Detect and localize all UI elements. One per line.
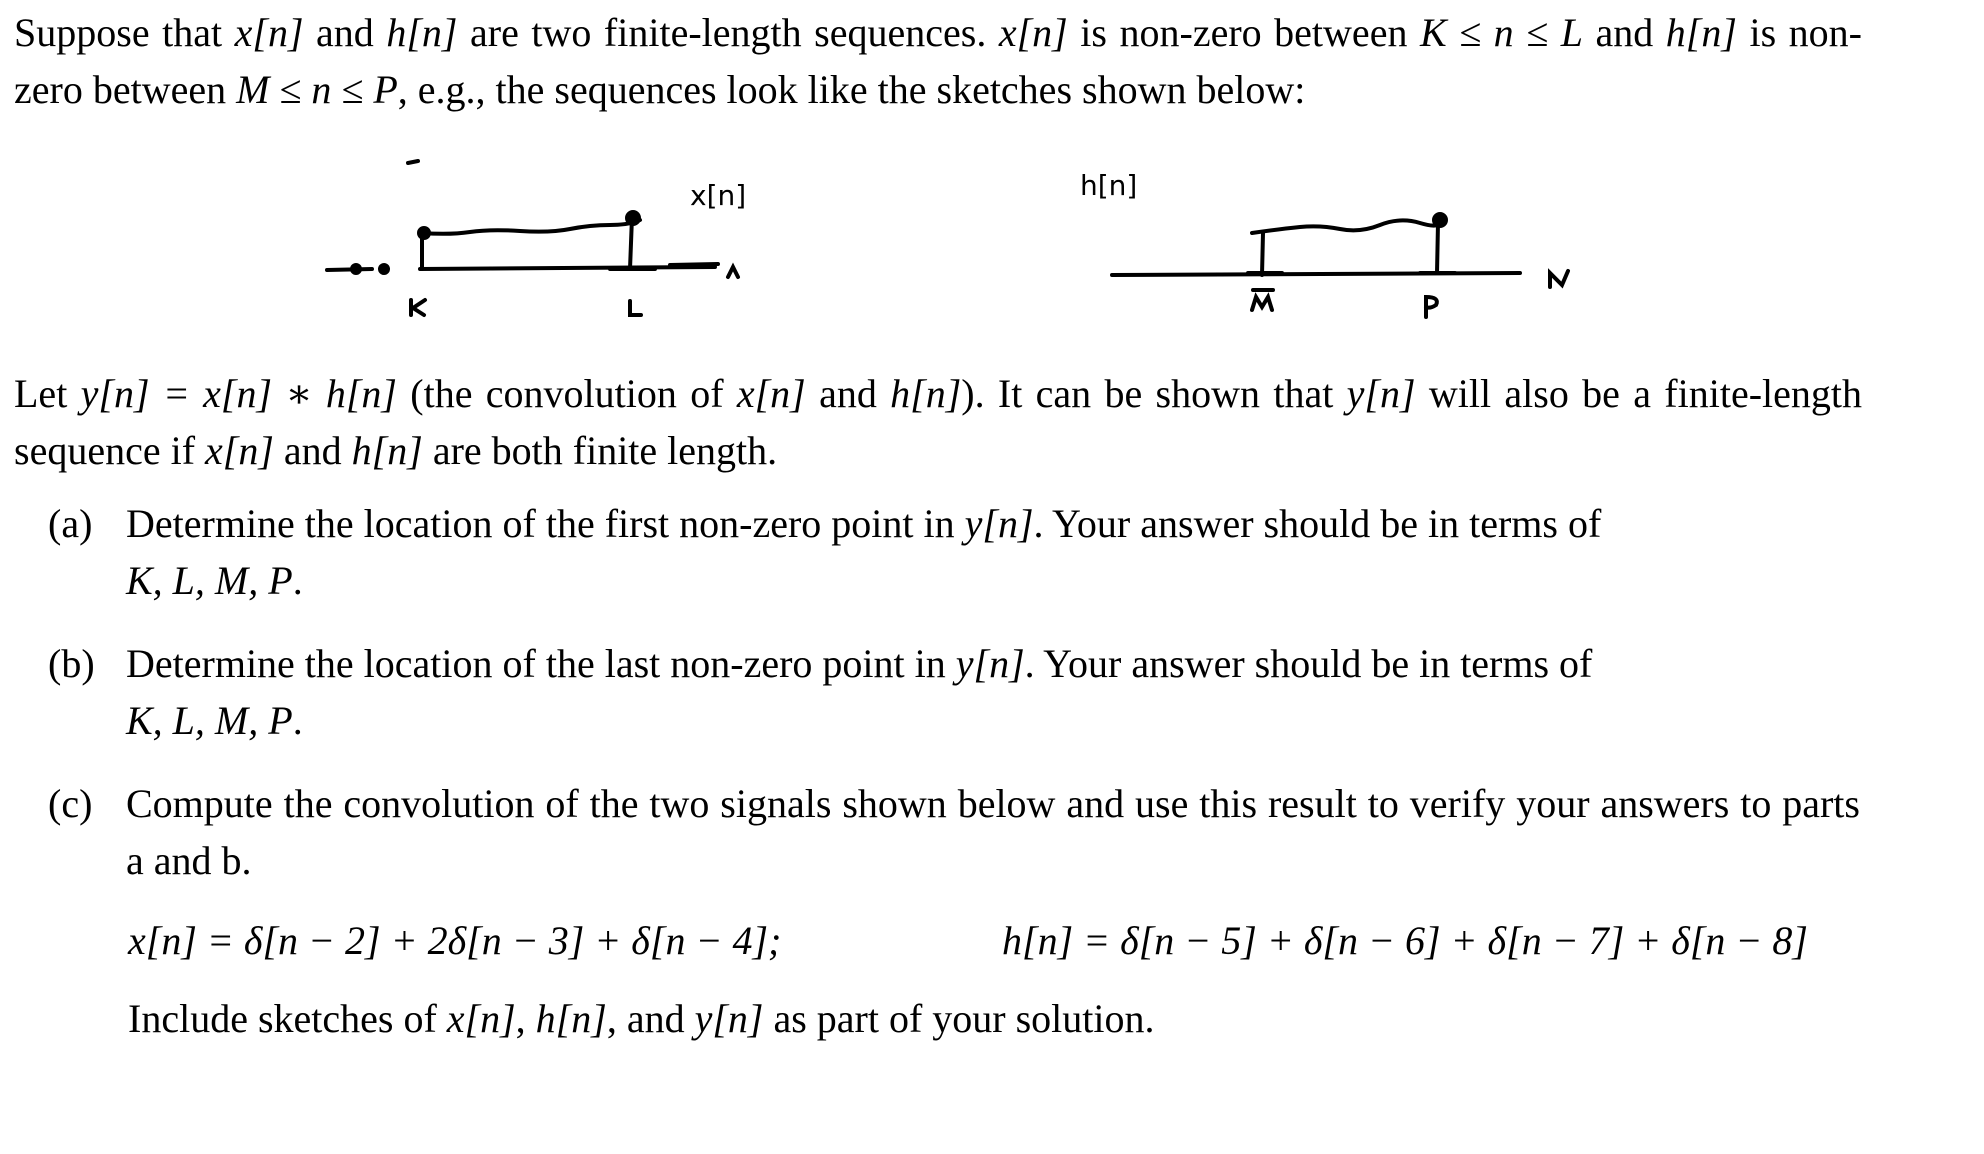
x-dot [380, 265, 388, 273]
math-y: y[n] [964, 501, 1034, 546]
let-text: will also be a finite-length sequence if [14, 371, 1862, 473]
math-range-h: M ≤ n ≤ P [236, 67, 398, 112]
let-text: and [805, 371, 891, 416]
part-a [48, 495, 1860, 609]
math-x: x[n] [736, 371, 806, 416]
math-h: h[n] [351, 428, 423, 473]
h-M-mark [1252, 297, 1272, 310]
sequence-sketches [0, 145, 1984, 345]
x-dot-L [627, 212, 639, 224]
h-stem-M [1262, 233, 1263, 275]
math-y: y[n] [694, 996, 764, 1041]
intro-text: and [303, 10, 387, 55]
x-axis-middle [420, 267, 715, 269]
x-axis-left [327, 269, 372, 270]
intro-text: are two finite-length sequences. [457, 10, 999, 55]
h-dot-P [1434, 214, 1446, 226]
include-text: as part of your solution. [763, 996, 1155, 1041]
math-y: y[n] [1346, 371, 1416, 416]
part-b-label: (b) [48, 641, 95, 686]
include-sketches-line [128, 990, 1155, 1047]
include-text: , and [606, 996, 695, 1041]
h-axis-n-mark [1550, 271, 1568, 287]
math-x: x[n] [205, 428, 274, 473]
intro-text: Suppose that [14, 10, 235, 55]
math-h: h[n] [1665, 10, 1737, 55]
x-axis-right [670, 264, 718, 265]
h-sketch-label: h[n] [1080, 169, 1138, 202]
h-axis [1112, 273, 1520, 275]
part-c-text: Compute the convolution of the two signals shown below and use this result to verify your answers to parts a and b. [126, 781, 1860, 883]
part-c-label: (c) [48, 781, 93, 826]
h-P-mark [1426, 297, 1437, 317]
x-sequence-sketch [327, 161, 738, 315]
math-convolution-eq: y[n] = x[n] ∗ h[n] [80, 371, 397, 416]
x-sketch-label: x[n] [690, 179, 747, 212]
part-b [48, 635, 1860, 749]
stray-mark [408, 161, 418, 163]
let-text: (the convolution of [396, 371, 737, 416]
math-vars: K, L, M, P [126, 558, 293, 603]
intro-text: , e.g., the sequences look like the sketches shown below: [397, 67, 1306, 112]
let-text: are both finite length. [422, 428, 778, 473]
h-sequence-sketch [1112, 214, 1568, 317]
x-definition: x[n] = δ[n − 2] + 2δ[n − 3] + δ[n − 4]; [128, 918, 782, 963]
x-dot [352, 265, 360, 273]
part-c [48, 775, 1860, 889]
math-x: x[n] [446, 996, 516, 1041]
math-x: x[n] [234, 10, 304, 55]
math-h: h[n] [535, 996, 607, 1041]
part-a-text: . [292, 558, 303, 603]
h-definition: h[n] = δ[n − 5] + δ[n − 6] + δ[n − 7] + δ[n − 8] [1002, 918, 1808, 963]
math-vars: K, L, M, P [126, 698, 293, 743]
part-a-text: Determine the location of the first non-zero point in [126, 501, 965, 546]
part-a-label: (a) [48, 501, 93, 546]
x-axis-n-mark [728, 267, 738, 277]
part-b-text: Determine the location of the last non-zero point in [126, 641, 956, 686]
intro-text: is non-zero between [1067, 10, 1420, 55]
x-dot-K [419, 228, 429, 238]
include-text: Include sketches of [128, 996, 447, 1041]
convolution-paragraph [14, 365, 1862, 479]
x-envelope [422, 220, 640, 234]
intro-paragraph [14, 4, 1862, 118]
let-text: and [273, 428, 352, 473]
include-text: , [515, 996, 536, 1041]
part-b-text: . Your answer should be in terms of [1024, 641, 1593, 686]
let-text: Let [14, 371, 81, 416]
intro-text: is non-zero between [14, 10, 1863, 112]
math-h: h[n] [890, 371, 962, 416]
h-envelope [1252, 220, 1440, 233]
math-y: y[n] [955, 641, 1025, 686]
intro-text: and [1582, 10, 1666, 55]
x-L-mark [630, 301, 641, 315]
math-x: x[n] [998, 10, 1068, 55]
h-stem-P [1437, 223, 1438, 273]
math-range-x: K ≤ n ≤ L [1419, 10, 1583, 55]
let-text: ). It can be shown that [961, 371, 1347, 416]
x-K-mark [411, 300, 425, 315]
part-a-text: . Your answer should be in terms of [1033, 501, 1602, 546]
part-b-text: . [292, 698, 303, 743]
math-h: h[n] [386, 10, 458, 55]
